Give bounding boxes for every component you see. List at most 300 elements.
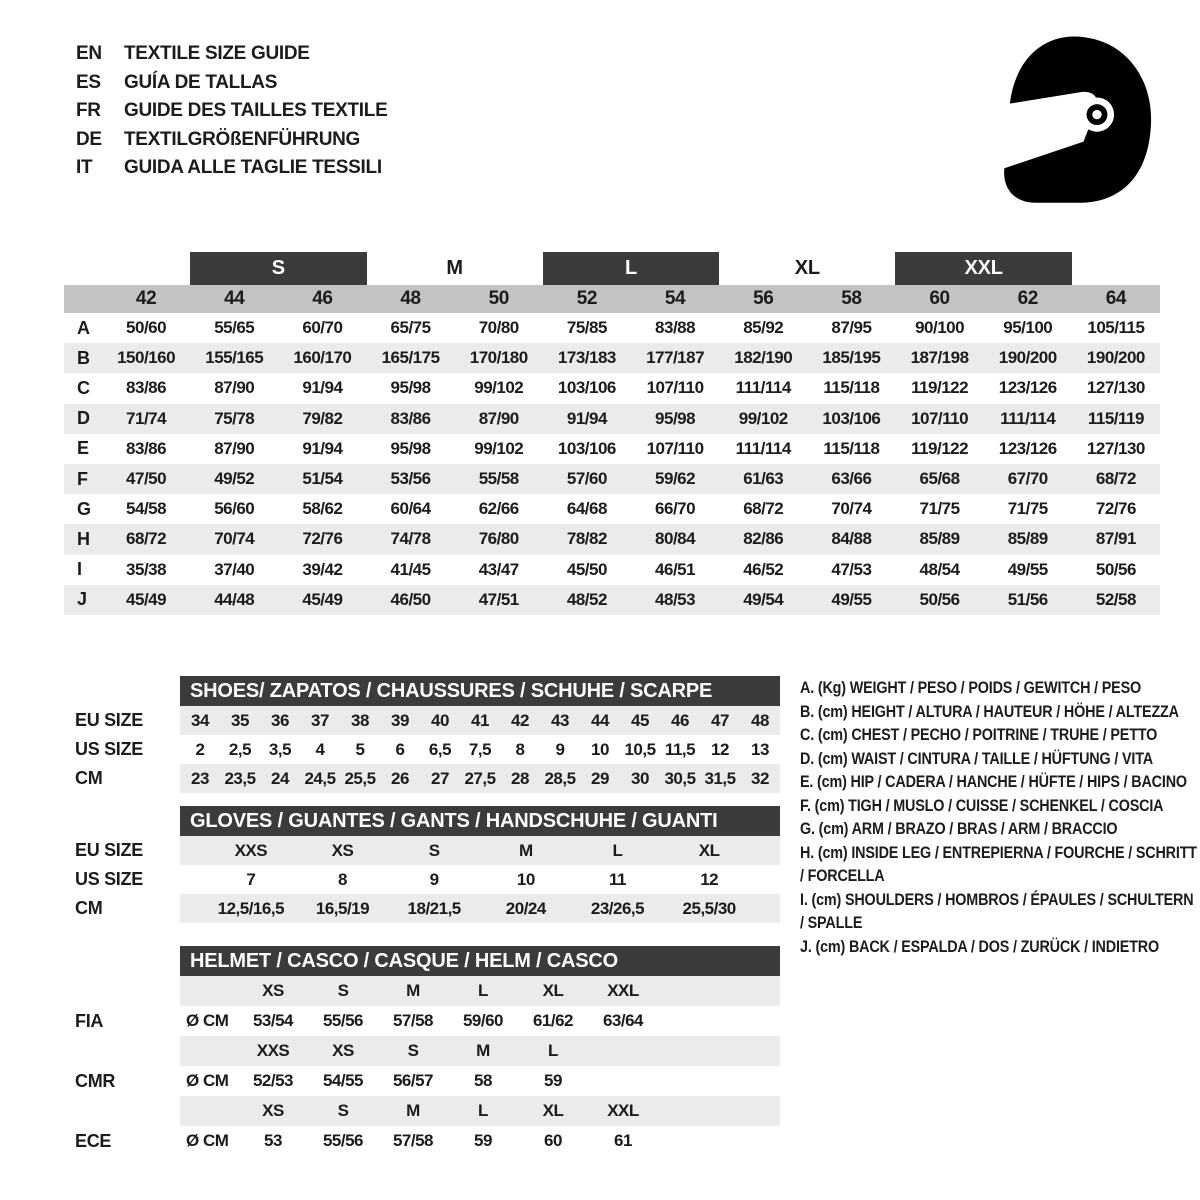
size-value-cell: 127/130	[1086, 378, 1145, 398]
size-value-cell: 95/98	[390, 438, 431, 458]
size-value-cell: 64/68	[566, 499, 607, 519]
gloves-size-row	[180, 894, 780, 923]
measurement-row	[64, 585, 1160, 615]
size-value-cell: 50/60	[126, 318, 167, 338]
gloves-label-spacer	[75, 806, 180, 836]
language-code: FR	[76, 100, 101, 121]
shoes-size-cell: 30,5	[664, 768, 696, 788]
helmet-label-spacer	[75, 946, 180, 976]
size-value-cell: 103/106	[557, 438, 616, 458]
helmet-size-cell: 53/54	[252, 1011, 294, 1030]
gloves-size-cell: 25,5/30	[682, 898, 736, 918]
size-value-cell: 82/86	[743, 529, 784, 549]
size-value-cell: 127/130	[1086, 438, 1145, 458]
size-value-cell: 185/195	[822, 348, 881, 368]
gloves-size-cell: S	[428, 840, 440, 860]
legend-item: A. (Kg) WEIGHT / PESO / POIDS / GEWITCH / PESO	[800, 678, 1142, 697]
shoes-size-cell: 6	[395, 739, 405, 759]
shoes-size-row	[180, 735, 780, 764]
gloves-row-labels	[75, 806, 180, 923]
size-value-cell: 45/49	[126, 589, 167, 609]
language-row	[76, 40, 387, 69]
helmet-unit-label: Ø CM	[186, 1011, 229, 1030]
size-value-cell: 50/56	[919, 589, 960, 609]
size-value-cell: 48/53	[655, 589, 696, 609]
size-band-m: M	[446, 257, 463, 279]
row-letter: I	[77, 559, 82, 580]
shoes-size-table	[75, 676, 780, 793]
legend-item: C. (cm) CHEST / PECHO / POITRINE / TRUHE / PETTO	[800, 725, 1158, 744]
shoes-size-cell: 23	[191, 768, 209, 788]
size-value-cell: 83/86	[126, 378, 167, 398]
language-title-block	[76, 40, 387, 183]
size-value-cell: 107/110	[646, 378, 704, 398]
size-value-cell: 95/98	[655, 408, 696, 428]
legend-item: G. (cm) ARM / BRAZO / BRAS / ARM / BRACCIO	[800, 819, 1118, 838]
numeric-size-header: 48	[400, 288, 421, 309]
legend-item: H. (cm) INSIDE LEG / ENTREPIERNA / FOURCHE / SCHRITT / FORCELLA	[800, 842, 1197, 885]
size-value-cell: 37/40	[214, 559, 255, 579]
size-value-cell: 107/110	[911, 408, 969, 428]
size-value-cell: 49/52	[214, 469, 255, 489]
racing-helmet-icon-svg	[978, 30, 1162, 210]
size-value-cell: 103/106	[557, 378, 616, 398]
shoes-size-cell: 11,5	[664, 739, 696, 759]
helmet-unit-label: Ø CM	[186, 1131, 229, 1150]
language-code: ES	[76, 71, 101, 93]
size-value-cell: 49/55	[1007, 559, 1048, 579]
language-row	[76, 69, 387, 98]
measurement-row	[64, 373, 1160, 403]
language-row	[76, 97, 387, 126]
shoes-size-cell: 47	[711, 710, 729, 730]
legend-item: F. (cm) TIGH / MUSLO / CUISSE / SCHENKEL / COSCIA	[800, 795, 1164, 815]
size-band-l: L	[543, 252, 719, 285]
numeric-size-header-row	[64, 285, 1160, 313]
helmet-size-cell: 60	[544, 1131, 562, 1150]
legend-item: I. (cm) SHOULDERS / HOMBROS / ÉPAULES / SCHULTERN / SPALLE	[800, 889, 1194, 932]
size-value-cell: 123/126	[998, 438, 1057, 458]
size-value-cell: 60/64	[390, 499, 431, 519]
size-value-cell: 80/84	[655, 529, 696, 549]
legend-item: D. (cm) WAIST / CINTURA / TAILLE / HÜFTUNG / VITA	[800, 748, 1153, 768]
gloves-size-cell: XXS	[234, 840, 268, 860]
size-value-cell: 56/60	[214, 499, 255, 519]
size-value-cell: 87/90	[214, 378, 255, 398]
numeric-size-header: 62	[1017, 288, 1038, 309]
size-value-cell: 75/78	[214, 408, 255, 428]
size-value-cell: 46/52	[743, 559, 784, 579]
helmet-size-header: M	[406, 1101, 420, 1120]
size-value-cell: 87/91	[1095, 529, 1136, 549]
helmet-size-cell: 57/58	[392, 1131, 434, 1150]
helmet-size-header: XXL	[607, 981, 639, 1000]
size-value-cell: 170/180	[469, 348, 528, 368]
shoes-size-cell: 40	[431, 710, 449, 730]
helmet-standard-label: ECE	[75, 1130, 112, 1151]
gloves-size-cell: 12,5/16,5	[217, 898, 285, 918]
size-value-cell: 70/80	[478, 318, 519, 338]
shoes-size-cell: 8	[515, 739, 525, 759]
measurement-row	[64, 494, 1160, 524]
shoes-size-cell: 9	[555, 739, 565, 759]
shoes-size-cell: 2	[195, 739, 205, 759]
row-letter: B	[77, 347, 90, 368]
size-value-cell: 123/126	[998, 378, 1057, 398]
size-value-cell: 91/94	[566, 408, 607, 428]
numeric-size-header: 60	[929, 288, 950, 309]
size-value-cell: 85/89	[919, 529, 960, 549]
shoes-size-cell: 39	[391, 710, 409, 730]
size-value-cell: 58/62	[302, 499, 343, 519]
shoes-size-cell: 2,5	[228, 739, 252, 759]
size-value-cell: 46/51	[655, 559, 696, 579]
shoes-size-cell: 10	[591, 739, 609, 759]
size-value-cell: 68/72	[126, 529, 167, 549]
size-value-cell: 111/114	[735, 378, 791, 398]
shoes-size-cell: 27	[431, 768, 449, 788]
size-value-cell: 74/78	[390, 529, 431, 549]
gloves-size-cell: 18/21,5	[407, 898, 461, 918]
size-band-xxl: XXL	[895, 252, 1071, 285]
size-value-cell: 68/72	[743, 499, 784, 519]
size-value-cell: 115/118	[823, 378, 880, 398]
size-value-cell: 47/53	[831, 559, 872, 579]
gloves-size-cell: XS	[331, 840, 354, 860]
shoes-size-cell: 35	[231, 710, 249, 730]
helmet-row-labels	[75, 946, 180, 1156]
helmet-size-header: S	[337, 1101, 349, 1120]
gloves-size-cell: 12	[700, 869, 719, 889]
shoes-size-cell: 36	[271, 710, 289, 730]
helmet-size-cell: 61	[614, 1131, 632, 1150]
size-value-cell: 91/94	[302, 378, 343, 398]
size-value-cell: 63/66	[831, 469, 872, 489]
size-value-cell: 95/98	[390, 378, 431, 398]
helmet-size-header: XL	[542, 1101, 564, 1120]
size-value-cell: 83/88	[655, 318, 696, 338]
helmet-size-cell: 58	[474, 1071, 492, 1090]
size-value-cell: 111/114	[1000, 408, 1056, 428]
size-value-cell: 99/102	[738, 408, 788, 428]
shoes-size-cell: 30	[631, 768, 649, 788]
size-value-cell: 87/90	[478, 408, 519, 428]
size-value-cell: 68/72	[1095, 469, 1136, 489]
shoes-size-cell: 3,5	[268, 739, 292, 759]
shoes-size-cell: 46	[671, 710, 689, 730]
shoes-size-cell: 27,5	[464, 768, 496, 788]
size-value-cell: 91/94	[302, 438, 343, 458]
helmet-size-cell: 56/57	[392, 1071, 434, 1090]
helmet-size-header-row	[180, 1036, 780, 1066]
numeric-size-header: 46	[312, 288, 333, 309]
row-letter: A	[77, 317, 90, 338]
helmet-size-cell: 55/56	[322, 1131, 364, 1150]
size-value-cell: 103/106	[822, 408, 881, 428]
helmet-size-cell: 57/58	[392, 1011, 434, 1030]
helmet-size-cell: 63/64	[602, 1011, 644, 1030]
size-value-cell: 71/75	[919, 499, 960, 519]
textile-size-table	[64, 252, 1160, 615]
gloves-size-cell: 23/26,5	[590, 898, 645, 918]
shoes-label-spacer	[75, 676, 180, 706]
shoes-size-cell: 43	[551, 710, 569, 730]
size-value-cell: 50/56	[1095, 559, 1136, 579]
size-value-cell: 55/65	[214, 318, 255, 338]
size-value-cell: 47/50	[126, 469, 167, 489]
helmet-size-header: XS	[332, 1041, 354, 1060]
size-value-cell: 111/114	[735, 438, 791, 458]
row-letter: C	[77, 377, 90, 398]
size-value-cell: 49/55	[831, 589, 872, 609]
size-value-cell: 59/62	[655, 469, 696, 489]
size-value-cell: 165/175	[381, 348, 440, 368]
gloves-size-cell: M	[518, 840, 533, 860]
shoes-size-cell: 45	[631, 710, 649, 730]
shoes-size-cell: 23,5	[224, 768, 256, 788]
size-value-cell: 60/70	[302, 318, 343, 338]
size-value-cell: 115/119	[1087, 408, 1144, 428]
numeric-size-header: 52	[576, 288, 598, 309]
size-value-cell: 90/100	[915, 318, 965, 338]
size-value-cell: 107/110	[646, 438, 704, 458]
measurement-row	[64, 434, 1160, 464]
helmet-size-header-row	[180, 976, 780, 1006]
helmet-size-cell: 59/60	[462, 1011, 504, 1030]
shoes-size-cell: 31,5	[704, 768, 736, 788]
helmet-label-blank	[75, 1096, 180, 1126]
size-value-cell: 47/51	[478, 589, 519, 609]
language-code: EN	[76, 43, 102, 64]
size-value-cell: 85/89	[1007, 529, 1048, 549]
helmet-label-blank	[75, 1036, 180, 1066]
gloves-size-cell: L	[612, 840, 623, 860]
helmet-size-header: XS	[262, 1101, 284, 1120]
helmet-size-header: XL	[542, 981, 564, 1000]
shoes-size-cell: 5	[355, 739, 365, 759]
size-band-xl: XL	[794, 257, 820, 279]
helmet-unit-label: Ø CM	[186, 1071, 229, 1090]
measurement-row	[64, 464, 1160, 494]
size-value-cell: 182/190	[734, 348, 793, 368]
shoes-size-cell: 12	[711, 739, 729, 759]
helmet-size-header: L	[478, 1101, 488, 1120]
helmet-standard-label: FIA	[75, 1010, 104, 1031]
shoes-size-cell: 32	[751, 768, 769, 788]
gloves-size-cell: 9	[429, 869, 439, 889]
shoes-size-cell: 28	[511, 768, 529, 788]
shoes-size-cell: 13	[751, 739, 769, 759]
size-value-cell: 160/170	[293, 348, 352, 368]
helmet-size-cell: 55/56	[322, 1011, 364, 1030]
helmet-standard-label: CMR	[75, 1070, 116, 1091]
racing-helmet-icon	[978, 30, 1162, 210]
shoes-row-label: CM	[75, 768, 103, 788]
helmet-size-header: XXS	[256, 1041, 290, 1060]
measurement-row	[64, 555, 1160, 585]
row-letter: G	[77, 498, 91, 519]
language-code: IT	[76, 157, 93, 178]
shoes-row-label: EU SIZE	[75, 710, 143, 730]
size-value-cell: 95/100	[1003, 318, 1053, 338]
numeric-size-header: 50	[488, 288, 509, 309]
helmet-size-cell: 53	[264, 1131, 282, 1150]
helmet-size-cell: 61/62	[532, 1011, 574, 1030]
size-value-cell: 83/86	[390, 408, 431, 428]
size-value-cell: 177/187	[646, 348, 705, 368]
measurement-row	[64, 524, 1160, 554]
helmet-size-cell: 52/53	[252, 1071, 294, 1090]
size-value-cell: 39/42	[302, 559, 343, 579]
shoes-size-cell: 6,5	[428, 739, 452, 759]
helmet-size-header: XXL	[607, 1101, 639, 1120]
helmet-table-title: HELMET / CASCO / CASQUE / HELM / CASCO	[180, 946, 780, 976]
shoes-size-cell: 41	[471, 710, 489, 730]
language-title: GUIDA ALLE TAGLIE TESSILI	[124, 157, 382, 178]
numeric-size-header: 44	[224, 288, 245, 309]
size-value-cell: 66/70	[655, 499, 696, 519]
size-value-cell: 51/54	[302, 469, 343, 489]
size-band-s: S	[190, 252, 366, 285]
language-title: GUIDE DES TAILLES TEXTILE	[124, 100, 388, 121]
shoes-table-title: SHOES/ ZAPATOS / CHAUSSURES / SCHUHE / SCARPE	[180, 676, 780, 706]
gloves-size-cell: 8	[338, 869, 347, 889]
size-value-cell: 41/45	[390, 559, 431, 579]
language-code: DE	[76, 128, 102, 150]
shoes-size-cell: 29	[591, 768, 609, 788]
row-letter: D	[77, 408, 90, 429]
size-value-cell: 72/76	[302, 529, 343, 549]
helmet-size-header: S	[407, 1041, 419, 1060]
legend-item: B. (cm) HEIGHT / ALTURA / HAUTEUR / HÖHE / ALTEZZA	[800, 701, 1179, 721]
size-value-cell: 71/74	[126, 408, 167, 428]
size-value-cell: 87/90	[214, 438, 255, 458]
helmet-size-header: L	[478, 981, 488, 1000]
shoes-size-row	[180, 764, 780, 793]
helmet-size-cell: 59	[544, 1071, 562, 1090]
size-value-cell: 85/92	[743, 318, 784, 338]
measurement-legend	[800, 676, 1199, 958]
language-row	[76, 154, 387, 183]
size-value-cell: 155/165	[205, 348, 264, 368]
size-value-cell: 35/38	[126, 559, 167, 579]
size-value-cell: 84/88	[831, 529, 872, 549]
size-value-cell: 62/66	[478, 499, 519, 519]
helmet-rows	[180, 976, 780, 1156]
size-value-cell: 187/198	[910, 348, 969, 368]
size-value-cell: 190/200	[1086, 348, 1145, 368]
numeric-size-header: 54	[664, 288, 686, 309]
row-letter: J	[77, 589, 87, 610]
helmet-size-cell: 59	[474, 1131, 492, 1150]
size-value-cell: 190/200	[998, 348, 1057, 368]
shoes-size-cell: 24	[271, 768, 289, 788]
measurement-row	[64, 343, 1160, 373]
language-title: TEXTILE SIZE GUIDE	[124, 43, 310, 64]
legend-item: E. (cm) HIP / CADERA / HANCHE / HÜFTE / HIPS / BACINO	[800, 772, 1187, 791]
shoes-size-cell: 38	[351, 710, 369, 730]
language-row	[76, 126, 387, 155]
gloves-row-label: EU SIZE	[75, 840, 143, 860]
numeric-size-header: 58	[841, 288, 862, 309]
size-value-cell: 78/82	[566, 529, 607, 549]
helmet-size-header: L	[548, 1041, 558, 1060]
size-value-cell: 76/80	[478, 529, 519, 549]
size-value-cell: 105/115	[1087, 318, 1145, 338]
gloves-table-title: GLOVES / GUANTES / GANTS / HANDSCHUHE / GUANTI	[180, 806, 780, 836]
size-value-cell: 67/70	[1007, 469, 1048, 489]
size-value-cell: 55/58	[478, 469, 519, 489]
gloves-size-cell: 16,5/19	[315, 898, 370, 918]
gloves-size-cell: 20/24	[505, 898, 546, 918]
size-value-cell: 52/58	[1095, 589, 1136, 609]
shoes-size-cell: 24,5	[304, 768, 336, 788]
measurement-row	[64, 404, 1160, 434]
size-value-cell: 119/122	[911, 438, 969, 458]
shoes-table-body	[180, 676, 780, 793]
row-letter: H	[77, 528, 90, 549]
gloves-table-body	[180, 806, 780, 923]
size-value-cell: 45/50	[566, 559, 607, 579]
size-value-cell: 75/85	[566, 318, 607, 338]
helmet-size-header-row	[180, 1096, 780, 1126]
gloves-row-label: CM	[75, 898, 103, 918]
shoes-size-cell: 37	[311, 710, 329, 730]
shoes-row-labels	[75, 676, 180, 793]
gloves-size-table	[75, 806, 780, 923]
row-letter: E	[77, 438, 89, 459]
size-value-cell: 61/63	[743, 469, 784, 489]
language-title: GUÍA DE TALLAS	[124, 71, 278, 93]
size-value-cell: 44/48	[214, 589, 255, 609]
size-value-cell: 99/102	[474, 378, 524, 398]
numeric-size-header: 64	[1105, 288, 1127, 309]
helmet-value-row	[180, 1006, 780, 1036]
size-value-cell: 46/50	[390, 589, 431, 609]
gloves-size-row	[180, 836, 780, 865]
measurement-rows	[64, 313, 1160, 615]
size-value-cell: 48/52	[566, 589, 607, 609]
shoes-size-cell: 48	[751, 710, 769, 730]
size-value-cell: 150/160	[117, 348, 176, 368]
size-value-cell: 99/102	[474, 438, 524, 458]
helmet-size-header: S	[337, 981, 349, 1000]
size-value-cell: 87/95	[831, 318, 872, 338]
shoes-size-row	[180, 706, 780, 735]
size-value-cell: 57/60	[566, 469, 607, 489]
size-value-cell: 119/122	[911, 378, 969, 398]
helmet-table-body	[180, 946, 780, 1156]
size-value-cell: 83/86	[126, 438, 167, 458]
size-value-cell: 115/118	[823, 438, 880, 458]
helmet-value-row	[180, 1066, 780, 1096]
size-value-cell: 53/56	[390, 469, 431, 489]
shoes-rows	[180, 706, 780, 793]
shoes-size-cell: 7,5	[468, 739, 492, 759]
size-value-cell: 51/56	[1007, 589, 1048, 609]
shoes-size-cell: 44	[591, 710, 609, 730]
shoes-size-cell: 42	[511, 710, 529, 730]
helmet-size-header: M	[406, 981, 420, 1000]
shoes-size-cell: 28,5	[544, 768, 576, 788]
size-value-cell: 71/75	[1007, 499, 1048, 519]
helmet-size-cell: 54/55	[322, 1071, 364, 1090]
helmet-size-header: M	[476, 1041, 490, 1060]
legend-item: J. (cm) BACK / ESPALDA / DOS / ZURÜCK / INDIETRO	[800, 936, 1160, 956]
gloves-size-cell: 7	[246, 869, 256, 889]
language-title: TEXTILGRÖßENFÜHRUNG	[124, 128, 361, 150]
helmet-label-blank	[75, 976, 180, 1006]
